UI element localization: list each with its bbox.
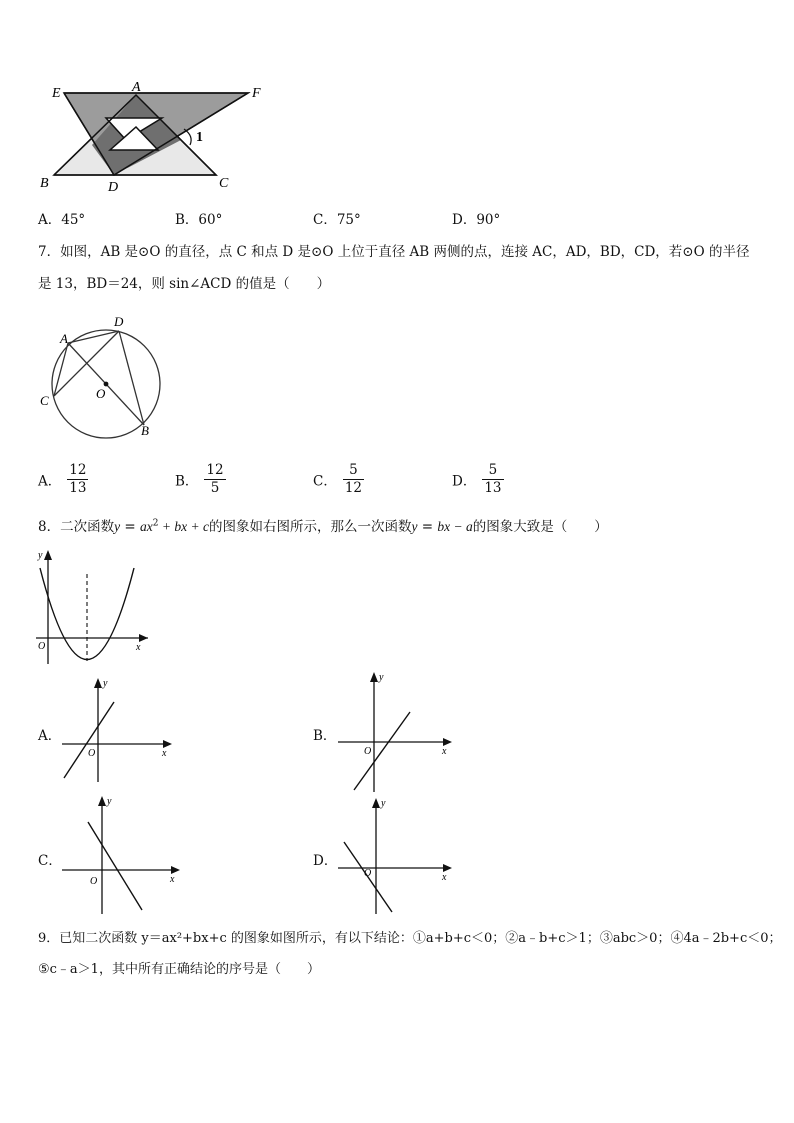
line-graph bbox=[64, 702, 114, 778]
option-letter: A． bbox=[38, 473, 62, 490]
axis-x-label: x bbox=[442, 872, 447, 883]
denominator: 13 bbox=[69, 480, 87, 496]
option-fraction bbox=[482, 462, 503, 497]
label-f: F bbox=[252, 86, 261, 101]
q7-option-b[interactable] bbox=[175, 462, 226, 497]
q7-stem-line1: 7．如图，AB 是⊙O 的直径，点 C 和点 D 是⊙O 上位于直径 AB 两侧的点，连接 AC，AD，BD，CD，若⊙O 的半径 bbox=[38, 244, 750, 260]
label-a: A bbox=[132, 80, 141, 95]
option-value: 45° bbox=[61, 212, 86, 228]
origin-label: O bbox=[364, 746, 372, 757]
axis-y-label: y bbox=[103, 678, 108, 689]
axis-y-label: y bbox=[379, 672, 384, 683]
q6-option-a[interactable] bbox=[38, 208, 85, 228]
option-value: 60° bbox=[198, 212, 223, 228]
q6-figure bbox=[34, 78, 274, 196]
q8-option-c-graph[interactable] bbox=[58, 792, 184, 916]
option-letter: B． bbox=[175, 473, 199, 490]
q9-stem-line1: 9．已知二次函数 y＝ax²+bx+c 的图象如图所示，有以下结论：①a+b+c＜0；②a﹣b+c＞1；③abc＞0；④4a﹣2b+c＜0； bbox=[38, 931, 782, 946]
eq2-y: y bbox=[411, 519, 418, 534]
option-fraction bbox=[67, 462, 88, 497]
option-letter: C． bbox=[313, 212, 337, 228]
axis-x-label: x bbox=[170, 874, 175, 885]
q6-option-d[interactable] bbox=[452, 208, 500, 228]
axis-y-label: y bbox=[107, 796, 112, 807]
eq2-equals: = bbox=[417, 519, 438, 535]
option-letter: D． bbox=[313, 853, 338, 869]
numerator: 12 bbox=[69, 462, 87, 478]
axis-y-label: y bbox=[38, 550, 43, 561]
eq1-y: y bbox=[114, 519, 121, 534]
label-a: A bbox=[60, 331, 68, 346]
q9-stem-line2: ⑤c﹣a＞1，其中所有正确结论的序号是（ ） bbox=[38, 962, 320, 977]
q7-figure bbox=[34, 310, 174, 442]
option-value: 75° bbox=[336, 212, 361, 228]
q8-prefix: 8．二次函数 bbox=[38, 519, 115, 535]
line-graph bbox=[88, 822, 142, 910]
axis-x-label: x bbox=[442, 746, 447, 757]
eq1-tail: + bx + c bbox=[158, 519, 209, 534]
label-d: D bbox=[108, 180, 119, 195]
option-fraction bbox=[343, 462, 364, 497]
q6-option-c[interactable] bbox=[313, 208, 361, 228]
q8-option-d-graph[interactable] bbox=[334, 794, 456, 916]
numerator: 12 bbox=[206, 462, 224, 478]
q8-parabola-figure bbox=[32, 546, 156, 670]
option-fraction bbox=[204, 462, 225, 497]
label-d: D bbox=[114, 314, 124, 329]
q8-middle: 的图象如右图所示，那么一次函数 bbox=[208, 519, 412, 535]
q8-option-a-graph[interactable] bbox=[58, 674, 176, 786]
label-c: C bbox=[40, 393, 49, 408]
q8-stem bbox=[38, 515, 608, 535]
option-letter: A． bbox=[38, 728, 62, 744]
q6-option-b[interactable] bbox=[175, 208, 222, 228]
denominator: 13 bbox=[484, 480, 502, 496]
q7-option-a[interactable] bbox=[38, 462, 88, 497]
origin-label: O bbox=[90, 876, 98, 887]
q7-stem-line2: 是 13，BD＝24，则 sin∠ACD 的值是（ ） bbox=[38, 276, 331, 292]
label-e: E bbox=[52, 86, 61, 101]
axis-x-label: x bbox=[162, 748, 167, 759]
axis-x-label: x bbox=[136, 642, 141, 653]
label-b: B bbox=[40, 176, 49, 191]
label-angle-1: 1 bbox=[196, 130, 203, 145]
label-c: C bbox=[219, 176, 229, 191]
option-letter: C． bbox=[313, 473, 337, 490]
q7-option-d[interactable] bbox=[452, 462, 504, 497]
label-b: B bbox=[141, 423, 149, 438]
origin-label: O bbox=[88, 748, 96, 759]
eq1-ax: ax bbox=[140, 519, 153, 534]
numerator: 5 bbox=[482, 462, 503, 480]
denominator: 5 bbox=[210, 480, 220, 496]
denominator: 12 bbox=[344, 480, 363, 496]
option-letter: D． bbox=[452, 473, 477, 490]
label-o: O bbox=[96, 386, 106, 401]
eq1-equals: = bbox=[120, 519, 140, 535]
option-letter: D． bbox=[452, 212, 477, 228]
eq1-exponent: 2 bbox=[152, 518, 159, 529]
line-graph bbox=[354, 712, 410, 790]
option-letter: B． bbox=[313, 728, 337, 744]
origin-label: O bbox=[38, 641, 46, 652]
axis-y-label: y bbox=[381, 798, 386, 809]
q8-option-b-graph[interactable] bbox=[334, 668, 456, 794]
origin-label: O bbox=[364, 868, 372, 879]
option-letter: C． bbox=[38, 853, 62, 869]
numerator: 5 bbox=[343, 462, 364, 480]
option-letter: B． bbox=[175, 212, 199, 228]
eq2-rest: bx − a bbox=[437, 519, 473, 534]
option-letter: A． bbox=[38, 212, 62, 228]
option-value: 90° bbox=[476, 212, 501, 228]
q8-option-b[interactable] bbox=[313, 724, 336, 744]
q8-suffix: 的图象大致是（ ） bbox=[472, 519, 608, 535]
q7-option-c[interactable] bbox=[313, 462, 364, 497]
